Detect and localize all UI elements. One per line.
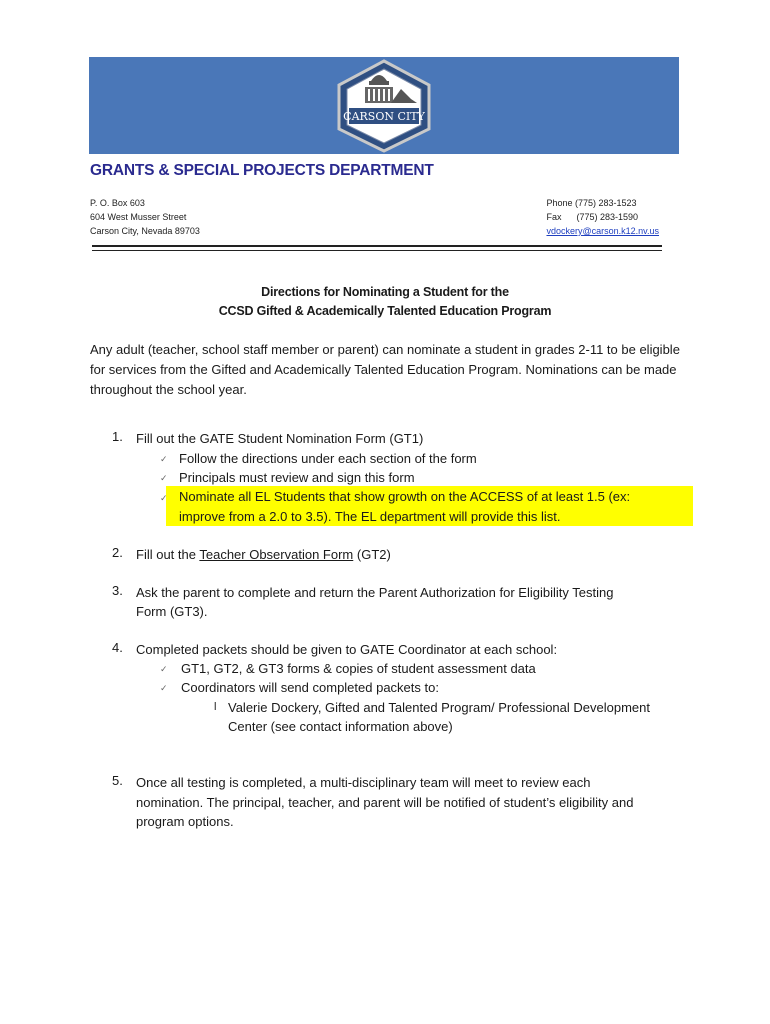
fax-label: Fax (546, 212, 562, 222)
step-4-sub-bullet: Valerie Dockery, Gifted and Talented Program/ Professional Development (228, 700, 650, 715)
phone-label: Phone (546, 198, 573, 208)
svg-text:CARSON CITY: CARSON CITY (343, 110, 425, 123)
step-5-text: nomination. The principal, teacher, and parent will be notified of student’s eligibility and (136, 795, 634, 810)
step-number: 4. (112, 640, 123, 655)
header-banner (89, 57, 679, 154)
step-3-text: Form (GT3). (136, 604, 208, 619)
bullet-icon: ✓ (160, 473, 168, 483)
step-number: 5. (112, 773, 123, 788)
sub-bullet-marker: l (214, 701, 217, 713)
bullet-icon: ✓ (160, 454, 168, 464)
bullet-icon: ✓ (160, 683, 168, 693)
step-4-sub-bullet: Center (see contact information above) (228, 719, 453, 734)
divider-rule (92, 245, 662, 247)
intro-paragraph: Any adult (teacher, school staff member or parent) can nominate a student in grades 2-11 to be eligible for services from the Gifted and Academically Talented Education Program. Nominations can be made throughout the school year. (90, 342, 680, 397)
step-1-bullet: Principals must review and sign this form (179, 470, 415, 485)
bullet-icon: ✓ (160, 493, 168, 503)
document-title-line2: CCSD Gifted & Academically Talented Education Program (218, 304, 552, 318)
department-title: GRANTS & SPECIAL PROJECTS DEPARTMENT (90, 162, 434, 179)
document-title-line1: Directions for Nominating a Student for the (261, 285, 509, 299)
carson-city-logo (333, 59, 435, 153)
fax-number: (775) 283-1590 (576, 212, 639, 222)
step-2-text: Fill out the Teacher Observation Form (GT2) (136, 547, 391, 562)
step-1-bullet: Follow the directions under each section of the form (179, 451, 477, 466)
step-number: 1. (112, 429, 123, 444)
divider-rule (92, 250, 662, 251)
phone-number: (775) 283-1523 (575, 198, 637, 208)
step-5-text: program options. (136, 814, 234, 829)
step-number: 2. (112, 545, 123, 560)
step-3-text: Ask the parent to complete and return the Parent Authorization for Eligibility Testing (136, 585, 614, 600)
teacher-observation-form-link[interactable]: Teacher Observation Form (199, 547, 354, 562)
step-number: 3. (112, 583, 123, 598)
email-link[interactable]: vdockery@carson.k12.nv.us (546, 226, 659, 236)
step-1-bullet-highlighted: improve from a 2.0 to 3.5). The EL department will provide this list. (179, 509, 561, 524)
step-4-bullet: GT1, GT2, & GT3 forms & copies of student assessment data (181, 661, 536, 676)
address-line: Carson City, Nevada 89703 (90, 226, 200, 236)
address-line: 604 West Musser Street (90, 212, 187, 222)
step-1-text: Fill out the GATE Student Nomination Form (GT1) (136, 431, 424, 446)
address-line: P. O. Box 603 (90, 198, 145, 208)
step-5-text: Once all testing is completed, a multi-disciplinary team will meet to review each (136, 775, 591, 790)
step-4-bullet: Coordinators will send completed packets to: (181, 680, 439, 695)
bullet-icon: ✓ (160, 664, 168, 674)
mailing-address (90, 196, 200, 238)
contact-info (546, 196, 659, 238)
step-1-bullet-highlighted: Nominate all EL Students that show growth on the ACCESS of at least 1.5 (ex: (179, 489, 631, 504)
step-4-text: Completed packets should be given to GATE Coordinator at each school: (136, 642, 558, 657)
